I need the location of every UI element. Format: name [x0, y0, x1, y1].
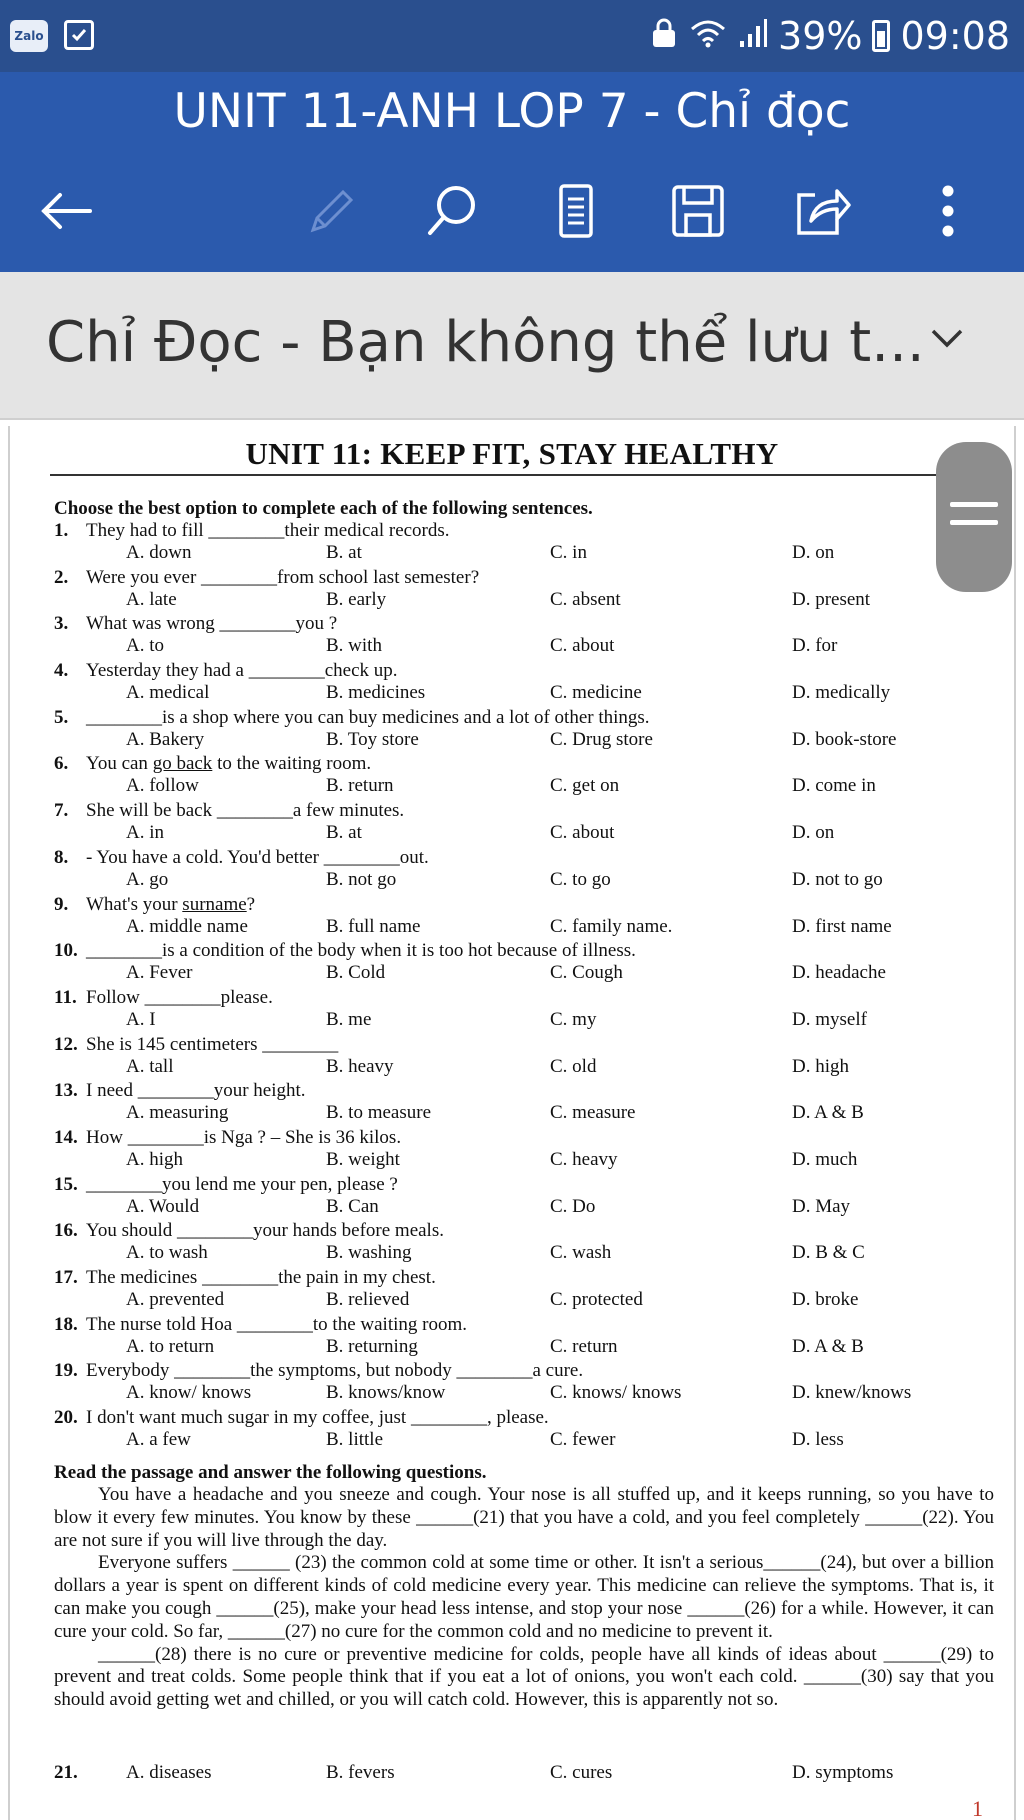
question-item [54, 1407, 994, 1454]
option-d: D. on [792, 822, 835, 844]
option-c: C. my [550, 1008, 597, 1030]
read-only-banner[interactable] [0, 272, 1024, 420]
document-page[interactable] [8, 426, 1016, 1820]
option-c: C. measure [550, 1102, 636, 1124]
question-number: 2. [54, 566, 69, 588]
question-item [54, 1127, 994, 1174]
question-text: They had to fill ________their medical records. [86, 520, 450, 541]
option-d: D. broke [792, 1289, 859, 1310]
option-b: B. early [326, 588, 387, 610]
option-c: C. in [550, 542, 587, 563]
checkbox-notification-icon [64, 20, 94, 50]
option-a: A. measuring [126, 1102, 229, 1124]
question-text: Yesterday they had a ________check up. [86, 660, 398, 682]
search-icon [424, 183, 480, 239]
question-text: - You have a cold. You'd better ________out. [86, 846, 429, 868]
option-d: D. A & B [792, 1335, 864, 1357]
question-stem [54, 753, 371, 775]
option-b: B. return [326, 775, 394, 797]
question-number: 10. [54, 940, 78, 962]
question-number: 1. [54, 520, 69, 541]
more-options-button[interactable] [906, 166, 990, 256]
option-c: C. cures [550, 1762, 613, 1783]
option-d: D. not to go [792, 868, 883, 890]
option-a: A. in [126, 822, 164, 844]
question-number: 12. [54, 1033, 78, 1055]
question-item [54, 894, 994, 941]
question-item [54, 1080, 994, 1127]
question-stem [54, 1267, 436, 1289]
option-a: A. a few [126, 1429, 191, 1451]
option-d: D. much [792, 1148, 858, 1170]
document-title: UNIT 11-ANH LOP 7 - Chỉ đọc [173, 84, 851, 139]
wifi-icon [688, 14, 728, 58]
share-button[interactable] [780, 166, 864, 256]
option-c: C. old [550, 1055, 597, 1077]
question-text: Everybody ________the symptoms, but nobody ________a cure. [86, 1360, 584, 1382]
option-a: A. down [126, 542, 192, 563]
option-c: C. return [550, 1335, 618, 1357]
answer-options [54, 1429, 994, 1451]
answer-options [54, 1336, 994, 1358]
question-text: ________is a shop where you can buy medicines and a lot of other things. [86, 706, 650, 728]
question-stem [54, 613, 337, 635]
option-c: C. knows/ knows [550, 1382, 682, 1404]
option-a: A. prevented [126, 1289, 225, 1310]
question-text: She is 145 centimeters ________ [86, 1033, 339, 1055]
question-number: 19. [54, 1360, 78, 1382]
option-b: B. medicines [326, 682, 426, 704]
back-button[interactable] [24, 166, 108, 256]
question-item [54, 940, 994, 987]
option-c: C. Cough [550, 962, 623, 984]
doc-heading: UNIT 11: KEEP FIT, STAY HEALTHY [245, 436, 779, 471]
question-stem [54, 1174, 398, 1196]
question-stem [54, 707, 650, 729]
option-c: C. get on [550, 775, 620, 797]
question-number: 17. [54, 1267, 78, 1288]
question-stem [54, 1080, 306, 1102]
instruction: Choose the best option to complete each of the following sentences. [54, 498, 593, 519]
question-item [54, 800, 994, 847]
question-stem [54, 800, 404, 822]
clock: 09:08 [900, 14, 1010, 58]
option-d: D. myself [792, 1008, 867, 1030]
question-stem [54, 894, 255, 916]
question-item [54, 1174, 994, 1221]
question-stem [54, 847, 429, 869]
option-a: A. high [126, 1148, 183, 1170]
answer-options [54, 1196, 994, 1218]
option-a: A. middle name [126, 915, 248, 937]
question-number: 13. [54, 1080, 78, 1102]
question-text: You should ________your hands before meals. [86, 1220, 444, 1242]
question-list [54, 520, 994, 1454]
answer-options [54, 1382, 994, 1404]
question-item [54, 753, 994, 800]
question-text: The nurse told Hoa ________to the waiting room. [86, 1313, 467, 1335]
option-b: B. with [326, 635, 382, 657]
battery-percent: 39% [778, 14, 863, 58]
option-c: C. protected [550, 1289, 643, 1310]
chevron-down-icon[interactable] [930, 328, 964, 350]
answer-options [54, 869, 994, 891]
option-b: B. returning [326, 1335, 418, 1357]
question-text: Follow ________please. [86, 986, 273, 1008]
option-a: A. medical [126, 682, 210, 704]
question-item [54, 660, 994, 707]
lock-icon [650, 14, 678, 58]
option-b: B. heavy [326, 1055, 394, 1077]
more-vertical-icon [940, 185, 956, 237]
question-text: The medicines ________the pain in my chest. [86, 1267, 436, 1288]
question-number: 21. [54, 1762, 78, 1783]
option-c: C. about [550, 822, 615, 844]
reading-heading: Read the passage and answer the following questions. [54, 1462, 487, 1483]
option-c: C. about [550, 635, 615, 657]
question-item [54, 987, 994, 1034]
option-d: D. May [792, 1195, 851, 1217]
battery-icon [872, 20, 890, 52]
page-number: 1 [972, 1796, 983, 1820]
answer-options [54, 635, 994, 657]
question-item [54, 1267, 994, 1314]
option-a: A. Fever [126, 962, 193, 984]
save-button[interactable] [656, 166, 740, 256]
option-d: D. less [792, 1429, 844, 1451]
option-b: B. relieved [326, 1289, 410, 1310]
question-item [54, 707, 994, 754]
question-text: I don't want much sugar in my coffee, just ________, please. [86, 1407, 549, 1429]
question-text: What's your [86, 893, 183, 915]
passage-paragraph: ______(28) there is no cure or preventive medicine for colds, people have all kinds of ideas about ______(29) to prevent and treat colds. Some people think that if you eat a lot of onions, you won't each cold. ______(30) say that you should avoid getting wet and chilled, or you will catch cold. However, this is apparently not so. [54, 1643, 994, 1711]
share-icon [793, 185, 851, 237]
option-a: A. tall [126, 1055, 174, 1077]
option-b: B. Toy store [326, 728, 419, 750]
question-stem [54, 1034, 338, 1056]
question-text: What was wrong ________you ? [86, 613, 338, 635]
question-number: 5. [54, 706, 69, 728]
option-d: D. headache [792, 962, 886, 984]
option-a: A. to [126, 635, 164, 657]
option-d: D. A & B [792, 1102, 864, 1124]
answer-options [54, 1242, 994, 1264]
option-c: C. fewer [550, 1429, 616, 1451]
option-d: D. book-store [792, 728, 897, 750]
question-number: 20. [54, 1407, 78, 1429]
option-d: D. present [792, 588, 871, 610]
question-stem [54, 1220, 444, 1242]
answer-options [54, 1056, 994, 1078]
answer-options [54, 916, 994, 938]
option-d: D. symptoms [792, 1762, 894, 1783]
question-stem [54, 1127, 401, 1149]
question-21 [54, 1762, 994, 1786]
option-b: B. weight [326, 1148, 400, 1170]
answer-options [54, 729, 994, 751]
option-b: B. me [326, 1008, 372, 1030]
question-item [54, 1220, 994, 1267]
answer-options [54, 1289, 994, 1311]
question-item [54, 847, 994, 894]
question-text: to the waiting room. [212, 753, 372, 775]
option-b: B. washing [326, 1242, 412, 1264]
option-d: D. on [792, 542, 835, 563]
question-text: She will be back ________a few minutes. [86, 800, 405, 822]
option-b: B. Cold [326, 962, 386, 984]
option-d: D. for [792, 635, 838, 657]
question-number: 4. [54, 660, 69, 682]
option-d: D. first name [792, 915, 892, 937]
option-a: A. know/ knows [126, 1382, 252, 1404]
option-c: C. absent [550, 588, 621, 610]
question-item [54, 567, 994, 614]
option-c: C. heavy [550, 1148, 618, 1170]
option-c: C. family name. [550, 915, 673, 937]
option-a: A. to return [126, 1335, 215, 1357]
option-b: B. fevers [326, 1762, 395, 1783]
question-number: 11. [54, 986, 77, 1008]
option-a: A. diseases [126, 1762, 212, 1783]
question-number: 7. [54, 800, 69, 822]
question-number: 6. [54, 753, 69, 775]
answer-options [54, 775, 994, 797]
question-text: I need ________your height. [86, 1080, 306, 1102]
option-b: B. Can [326, 1195, 379, 1217]
option-d: D. B & C [792, 1242, 865, 1264]
option-c: C. to go [550, 868, 611, 890]
question-item [54, 1034, 994, 1081]
option-a: A. late [126, 588, 177, 610]
option-c: C. wash [550, 1242, 612, 1264]
option-d: D. come in [792, 775, 876, 797]
option-b: B. not go [326, 868, 397, 890]
question-number: 18. [54, 1313, 78, 1335]
question-number: 15. [54, 1173, 78, 1195]
answer-options [54, 962, 994, 984]
pencil-icon [305, 184, 359, 238]
underlined-word: surname [182, 893, 247, 915]
option-c: C. medicine [550, 682, 642, 704]
option-a: A. go [126, 868, 169, 890]
toolbar [0, 166, 1024, 256]
answer-options [54, 1149, 994, 1171]
answer-options [54, 682, 994, 704]
answer-options [54, 822, 994, 844]
option-b: B. full name [326, 915, 421, 937]
question-stem [54, 940, 636, 962]
signal-icon [738, 14, 768, 58]
question-text: ? [246, 893, 256, 915]
edit-button[interactable] [290, 166, 374, 256]
search-button[interactable] [410, 166, 494, 256]
question-text: You can [86, 753, 153, 775]
question-number: 3. [54, 613, 69, 635]
answer-options [54, 542, 994, 564]
option-d: D. knew/knows [792, 1382, 912, 1404]
answer-options [54, 589, 994, 611]
question-text: How ________is Nga ? – She is 36 kilos. [86, 1126, 402, 1148]
heading-rule [50, 474, 980, 476]
question-item [54, 1314, 994, 1361]
question-number: 14. [54, 1126, 78, 1148]
reading-passage [54, 1484, 994, 1712]
question-stem [54, 1314, 467, 1336]
reading-view-button[interactable] [534, 166, 618, 256]
underlined-word: go back [152, 753, 213, 775]
passage-paragraph: Everyone suffers ______ (23) the common cold at some time or other. It isn't a serious______(24), but over a billion dollars a year is spent on different kinds of cold medicine every year. This medicine can relieve the symptoms. That is, it can make you cough ______(25), make your head less intense, and stop your nose ______(26) for a while. However, it can cure your cold. So far, ______(27) no cure for the common cold and no medicine to prevent it. [54, 1552, 994, 1642]
question-stem [54, 660, 398, 682]
question-text: ________you lend me your pen, please ? [86, 1173, 398, 1195]
option-c: C. Drug store [550, 728, 653, 750]
question-item [54, 613, 994, 660]
question-item [54, 520, 994, 567]
document-icon [558, 183, 594, 239]
answer-options [54, 1102, 994, 1124]
option-d: D. high [792, 1055, 849, 1077]
option-a: A. Bakery [126, 728, 205, 750]
status-bar [0, 0, 1024, 72]
option-d: D. medically [792, 682, 891, 704]
question-text: Were you ever ________from school last semester? [86, 566, 480, 588]
zalo-app-icon: Zalo [10, 20, 48, 52]
option-b: B. at [326, 542, 362, 563]
question-number: 16. [54, 1220, 78, 1242]
app-bar [0, 72, 1024, 272]
question-number: 9. [54, 893, 69, 915]
option-b: B. knows/know [326, 1382, 446, 1404]
question-stem [54, 520, 450, 542]
option-a: A. to wash [126, 1242, 208, 1264]
question-stem [54, 1360, 583, 1382]
question-number: 8. [54, 846, 69, 868]
option-b: B. to measure [326, 1102, 432, 1124]
save-icon [670, 183, 726, 239]
option-a: A. I [126, 1008, 156, 1030]
question-item [54, 1360, 994, 1407]
option-b: B. little [326, 1429, 383, 1451]
option-a: A. Would [126, 1195, 200, 1217]
option-b: B. at [326, 822, 362, 844]
read-only-message: Chỉ Đọc - Bạn không thể lưu t... [46, 310, 925, 375]
option-a: A. follow [126, 775, 199, 797]
back-arrow-icon [38, 191, 94, 231]
question-text: ________is a condition of the body when it is too hot because of illness. [86, 940, 636, 962]
question-stem [54, 567, 479, 589]
option-c: C. Do [550, 1195, 596, 1217]
question-stem [54, 1407, 549, 1429]
answer-options [54, 1009, 994, 1031]
passage-paragraph: You have a headache and you sneeze and cough. Your nose is all stuffed up, and it keeps running, so you have to blow it every few minutes. You know by these ______(21) that you have a cold, and you feel completely ______(22). You are not sure if you will live through the day. [54, 1484, 994, 1551]
question-stem [54, 987, 273, 1009]
